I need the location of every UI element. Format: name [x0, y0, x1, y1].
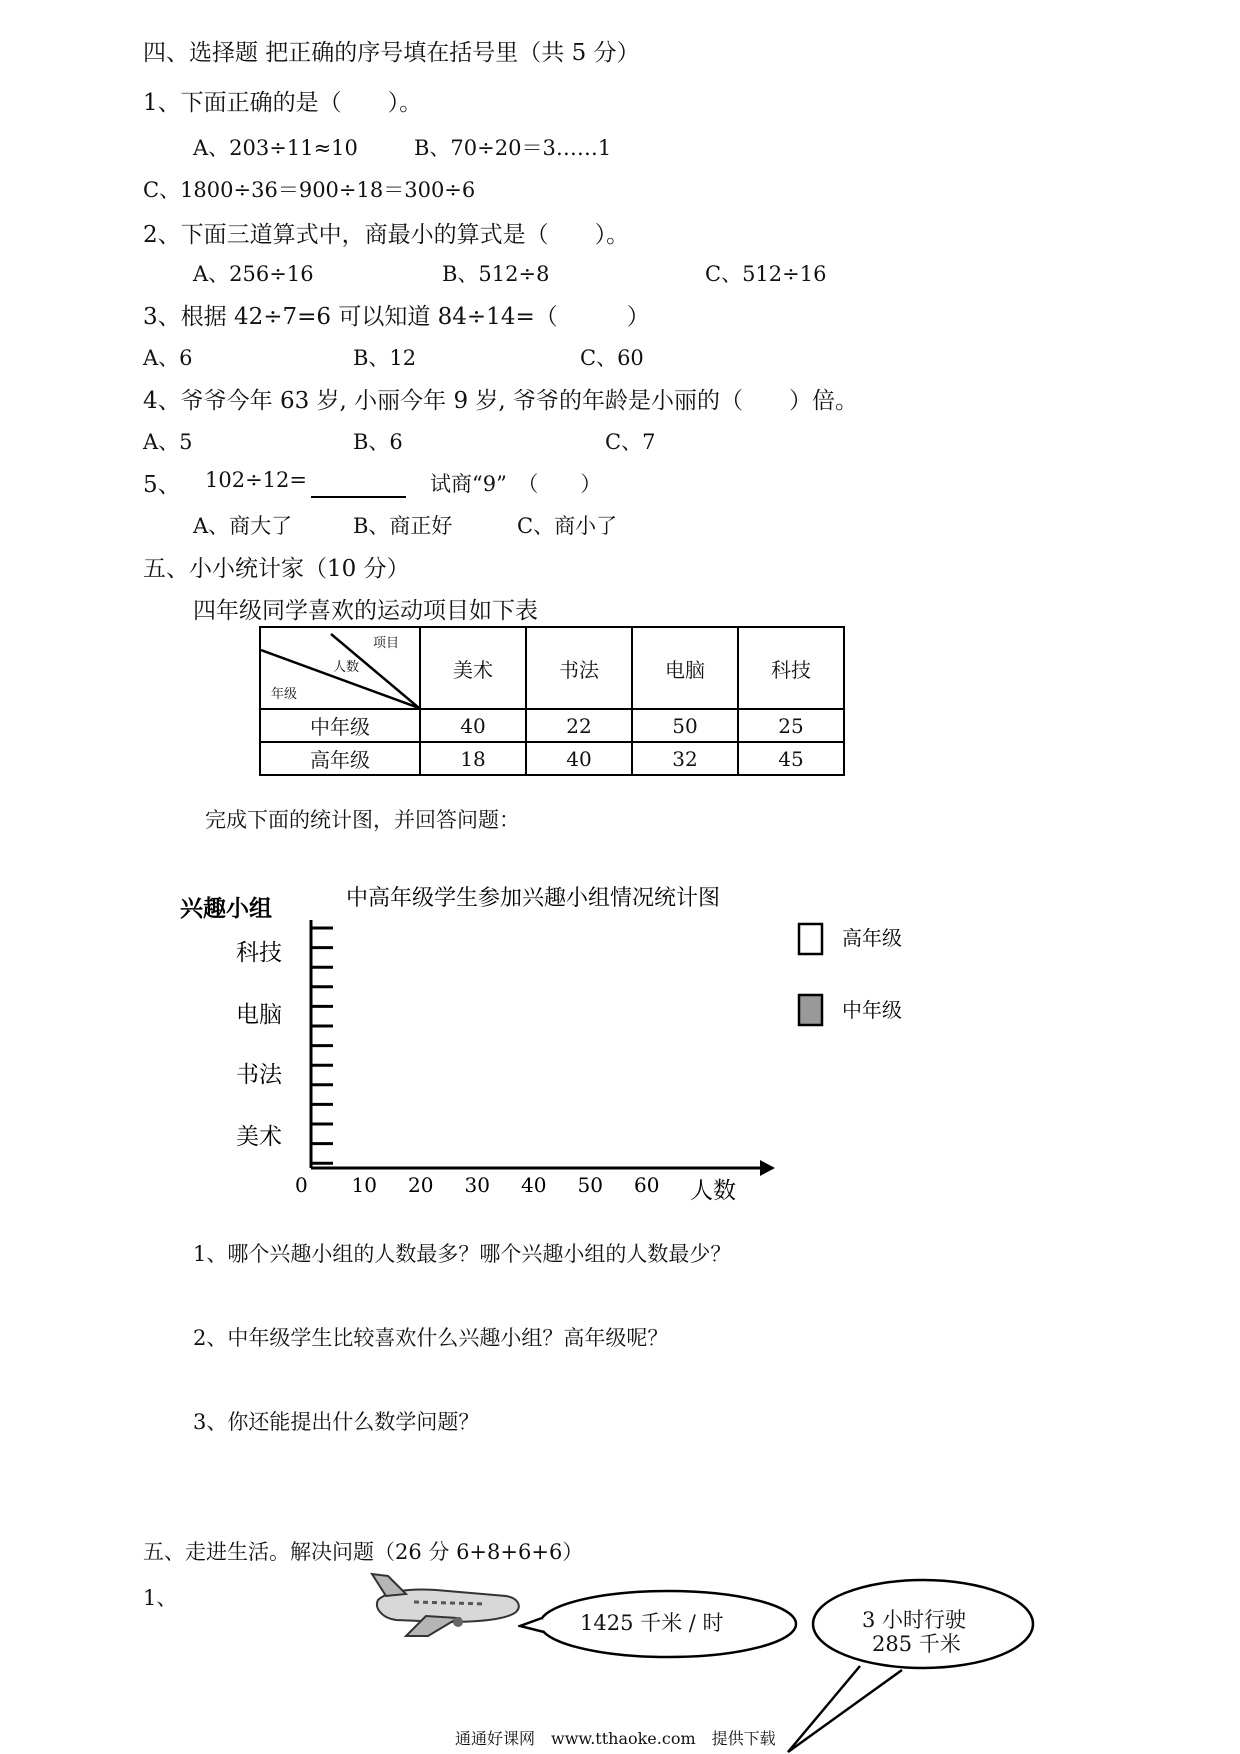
- corner-label-item: 项目: [373, 636, 400, 651]
- chart-category-label: 书法: [236, 1062, 282, 1088]
- legend-swatch-senior: [799, 924, 822, 954]
- chart-category-label: 电脑: [236, 1002, 282, 1028]
- problem-1-number: 1、: [143, 1586, 178, 1610]
- table-cell: 40: [420, 709, 526, 742]
- section4-heading: 四、选择题 把正确的序号填在括号里（共 5 分）: [143, 40, 640, 66]
- q5-number: 5、: [143, 472, 181, 498]
- chart-x-tick-label: 40: [521, 1173, 547, 1197]
- distance-bubble-line2: 285 千米: [872, 1632, 961, 1656]
- table-row: [260, 709, 844, 742]
- chart-category-label: 美术: [236, 1124, 282, 1150]
- distance-bubble-line1: 3 小时行驶: [862, 1608, 967, 1632]
- q2-option-c: C、512÷16: [705, 262, 827, 286]
- x-axis-arrow-icon: [760, 1160, 775, 1176]
- legend-label-middle: 中年级: [842, 998, 902, 1022]
- q1-stem: 1、下面正确的是（ ）。: [143, 90, 423, 116]
- chart-x-tick-label: 60: [634, 1173, 660, 1197]
- chart-x-tick-label: 50: [577, 1173, 603, 1197]
- chart-instruction: 完成下面的统计图，并回答问题：: [205, 808, 520, 832]
- q4-option-a: A、5: [143, 430, 193, 454]
- table-cell: 40: [526, 742, 632, 775]
- q5-answer-blank[interactable]: [311, 472, 406, 498]
- distance-speech-bubble: [780, 1574, 1040, 1754]
- section6-heading: 五、走进生活。解决问题（26 分 6+8+6+6）: [143, 1540, 584, 1564]
- table-header: 科技: [738, 627, 844, 709]
- q4-stem: 4、爷爷今年 63 岁, 小丽今年 9 岁, 爷爷的年龄是小丽的（ ）倍。: [143, 388, 859, 414]
- table-cell: 18: [420, 742, 526, 775]
- chart-question-1: 1、哪个兴趣小组的人数最多？哪个兴趣小组的人数最少？: [193, 1242, 732, 1266]
- q3-stem: 3、根据 42÷7=6 可以知道 84÷14=（ ）: [143, 304, 650, 330]
- table-cell: 32: [632, 742, 738, 775]
- table-header: 电脑: [632, 627, 738, 709]
- legend-swatch-middle: [799, 995, 822, 1025]
- sports-table: [259, 626, 845, 776]
- q5-expression: 102÷12=: [205, 468, 307, 492]
- section5-heading: 五、小小统计家（10 分）: [143, 556, 410, 582]
- table-cell: 45: [738, 742, 844, 775]
- q5-option-c: C、商小了: [517, 514, 618, 538]
- row-label: 高年级: [260, 742, 420, 775]
- speed-bubble-text: 1425 千米 / 时: [580, 1611, 724, 1635]
- airplane-icon: [366, 1566, 526, 1638]
- table-header: 书法: [526, 627, 632, 709]
- chart-y-ticks: [311, 928, 333, 1163]
- q3-option-b: B、12: [353, 346, 417, 370]
- table-cell: 25: [738, 709, 844, 742]
- q1-option-c: C、1800÷36＝900÷18＝300÷6: [143, 178, 476, 202]
- q4-option-c: C、7: [605, 430, 656, 454]
- table-row: [260, 742, 844, 775]
- table-cell: 22: [526, 709, 632, 742]
- chart-question-2: 2、中年级学生比较喜欢什么兴趣小组？高年级呢？: [193, 1326, 669, 1350]
- q3-option-c: C、60: [580, 346, 644, 370]
- q2-option-a: A、256÷16: [193, 262, 314, 286]
- chart-x-tick-label: 10: [351, 1173, 377, 1197]
- q5-hint: 试商“9” （ ）: [430, 472, 602, 496]
- interest-group-chart: [0, 860, 1240, 1220]
- q4-option-b: B、6: [353, 430, 403, 454]
- table-corner-cell: [260, 627, 420, 709]
- q3-option-a: A、6: [143, 346, 193, 370]
- chart-x-tick-label: 20: [408, 1173, 434, 1197]
- table-cell: 50: [632, 709, 738, 742]
- corner-label-grade: 年级: [271, 687, 298, 702]
- q2-option-b: B、512÷8: [442, 262, 550, 286]
- chart-y-axis-label: 兴趣小组: [180, 896, 272, 922]
- q2-stem: 2、下面三道算式中，商最小的算式是（ ）。: [143, 222, 630, 248]
- chart-title: 中高年级学生参加兴趣小组情况统计图: [346, 886, 721, 911]
- q1-option-b: B、70÷20＝3……1: [414, 136, 612, 160]
- chart-category-label: 科技: [236, 940, 282, 966]
- table-header: 美术: [420, 627, 526, 709]
- chart-x-tick-label: 0: [295, 1173, 308, 1197]
- footer-source: 通通好课网 www.tthaoke.com 提供下载: [455, 1729, 776, 1748]
- table-caption: 四年级同学喜欢的运动项目如下表: [193, 598, 538, 624]
- q5-option-a: A、商大了: [193, 514, 293, 538]
- chart-question-3: 3、你还能提出什么数学问题？: [193, 1410, 480, 1434]
- chart-x-axis-label: 人数: [690, 1178, 736, 1204]
- row-label: 中年级: [260, 709, 420, 742]
- q5-option-b: B、商正好: [353, 514, 453, 538]
- chart-x-tick-label: 30: [464, 1173, 490, 1197]
- q1-option-a: A、203÷11≈10: [193, 136, 358, 160]
- corner-label-count: 人数: [333, 660, 360, 675]
- legend-label-senior: 高年级: [842, 926, 902, 950]
